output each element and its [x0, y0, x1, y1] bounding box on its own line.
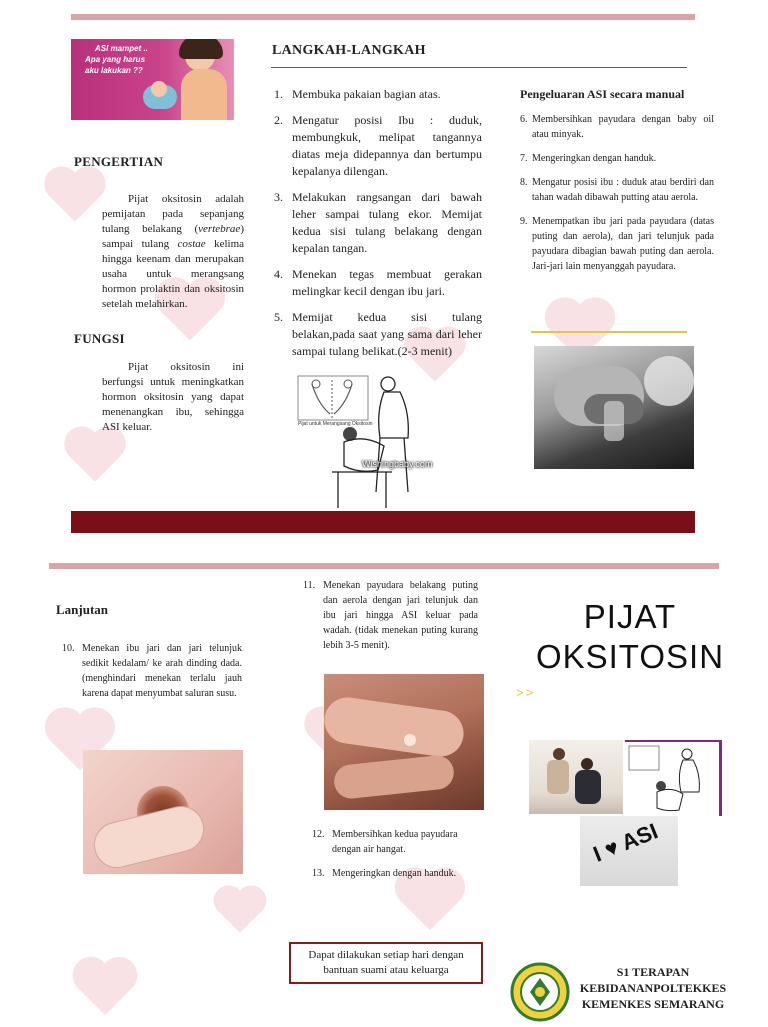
org-line: KEBIDANANPOLTEKKES: [579, 981, 727, 995]
illustration-watermark: Wishingbaby.com: [362, 459, 433, 469]
bottom-page-rule: [49, 563, 719, 569]
step-number: 5.: [274, 310, 283, 324]
step-number: 10.: [62, 643, 75, 654]
step-text: Mengatur posisi Ibu : duduk, membungkuk, melipat tangannya diatas meja didepannya dan bertumpu kepalanya dilengan.: [292, 113, 482, 178]
banner-line: ASI mampet ..: [95, 44, 148, 53]
mother-illustration: [171, 39, 234, 120]
step-number: 11.: [303, 580, 316, 591]
step-text: Membersihkan kedua payudara dengan air hangat.: [332, 829, 458, 855]
massage-therapy-photo: [529, 740, 623, 814]
cover-title-line2: OKSITOSIN: [535, 638, 725, 675]
fungsi-text: Pijat oksitosin ini berfungsi untuk meningkatkan hormon oksitosin yang dapat menenangkan ibu, sehingga ASI keluar.: [102, 361, 244, 433]
step-text: Membersihkan payudara dengan baby oil atau minyak.: [532, 114, 714, 140]
sketch-svg: [625, 742, 719, 816]
step-10: [62, 641, 242, 701]
heart-decoration-icon: [40, 160, 110, 230]
step-11: [303, 578, 478, 653]
list-item: [520, 112, 714, 142]
step-number: 6.: [520, 114, 528, 125]
step-number: 3.: [274, 190, 283, 204]
list-item: [274, 86, 482, 103]
massage-illustration: [292, 372, 442, 510]
pengertian-title: PENGERTIAN: [74, 154, 164, 169]
langkah-list: [274, 86, 482, 369]
step-number: 8.: [520, 177, 528, 188]
breastfeeding-banner-image: [71, 39, 234, 120]
breast-compression-photo: [83, 750, 243, 874]
section-divider-band: [71, 511, 695, 533]
list-item: [274, 266, 482, 300]
pengertian-text-em2: costae: [177, 238, 206, 250]
manual-expression-photo: [534, 346, 694, 469]
step-text: Memijat kedua sisi tulang belakan,pada saat yang sama dari leher sampai tulang belikat.(2-3 menit): [292, 310, 482, 358]
heart-decoration-icon: [210, 880, 270, 940]
cover-title-line1: PIJAT: [583, 598, 677, 635]
pengertian-text-c: kelima hingga keenam dan merupakan usaha untuk merangsang hormon prolaktin dan oksitosin setelah melahirkan.: [102, 238, 245, 310]
step-number: 4.: [274, 267, 283, 281]
i-love-asi-shirt-photo: [580, 816, 678, 886]
nipple-expression-photo: [324, 674, 484, 810]
pengertian-text: [102, 192, 244, 312]
banner-text: [85, 43, 148, 76]
illustration-caption: Pijat untuk Merangsang Oksitosin: [298, 421, 373, 427]
step-text: Menekan payudara belakang puting dan aerola dengan jari telunjuk dan ibu jari hingga ASI keluar pada wadah. (tidak menekan puting kurang lebih 3-5 menit).: [323, 580, 478, 651]
step-number: 7.: [520, 153, 528, 164]
list-item: [520, 175, 714, 205]
arrows-icon: >>: [516, 685, 536, 700]
pengertian-text-a: Pijat oksitosin adalah pemijatan pada sepanjang tulang belakang (: [102, 193, 244, 235]
massage-illustration-svg: [292, 372, 442, 510]
langkah-title: LANGKAH-LANGKAH: [272, 43, 426, 58]
cover-title: [520, 597, 740, 677]
step-text: Mengeringkan dengan handuk.: [332, 868, 457, 879]
step-number: 12.: [312, 829, 325, 840]
list-item: [274, 112, 482, 180]
step-13: [312, 866, 482, 881]
step-number: 13.: [312, 868, 325, 879]
org-line: S1 TERAPAN: [616, 965, 690, 979]
step-text: Menempatkan ibu jari pada payudara (datas puting dan aerola), dan jari telunjuk pada payudara dibagian bawah puting dan aerola. Jari-jari lain menyanggah payudara.: [532, 216, 714, 272]
pengertian-text-em1: vertebrae: [198, 223, 241, 235]
step-text: Menekan ibu jari dan jari telunjuk sedikit kedalam/ ke arah dinding dada. (menghindari menekan terlalu jauh karena dapat menyumbat saluran susu.: [82, 643, 242, 699]
poltekkes-logo-svg: [510, 962, 570, 1022]
step-text: Mengatur posisi ibu : duduk atau berdiri dan tahan wadah dibawah putting atau aerola.: [532, 177, 714, 203]
fungsi-title: FUNGSI: [74, 331, 125, 346]
org-line: KEMENKES SEMARANG: [581, 997, 725, 1011]
manual-divider: [531, 331, 687, 333]
pengertian-text-b: ) sampai tulang: [102, 223, 244, 250]
poltekkes-logo-icon: [510, 962, 570, 1022]
list-item: [274, 309, 482, 360]
tshirt-text: I ♥ ASI: [589, 818, 662, 867]
heart-decoration-icon: [60, 950, 150, 1024]
step-text: Menekan tegas membuat gerakan melingkar kecil dengan ibu jari.: [292, 267, 482, 298]
daily-note-box: Dapat dilakukan setiap hari dengan bantuan suami atau keluarga: [289, 942, 483, 984]
manual-title: Pengeluaran ASI secara manual: [520, 87, 685, 101]
lanjutan-title: Lanjutan: [56, 602, 109, 617]
organization-name: [573, 964, 733, 1012]
banner-line: Apa yang harus: [85, 55, 146, 64]
list-item: [274, 189, 482, 257]
step-number: 2.: [274, 113, 283, 127]
step-text: Mengeringkan dengan handuk.: [532, 153, 657, 164]
step-number: 9.: [520, 216, 528, 227]
list-item: [520, 151, 714, 166]
banner-line: aku lakukan ??: [85, 66, 143, 75]
step-text: Melakukan rangsangan dari bawah leher sampai tulang ekor. Memijat kedua sisi tulang belakang dengan kepalan tangan.: [292, 190, 482, 255]
massage-sketch-photo: [625, 740, 722, 816]
manual-list: [520, 112, 714, 283]
list-item: [520, 214, 714, 274]
top-rule: [71, 14, 695, 20]
langkah-rule: [271, 67, 687, 68]
step-text: Membuka pakaian bagian atas.: [292, 87, 441, 101]
step-12: [312, 827, 482, 857]
step-number: 1.: [274, 87, 283, 101]
